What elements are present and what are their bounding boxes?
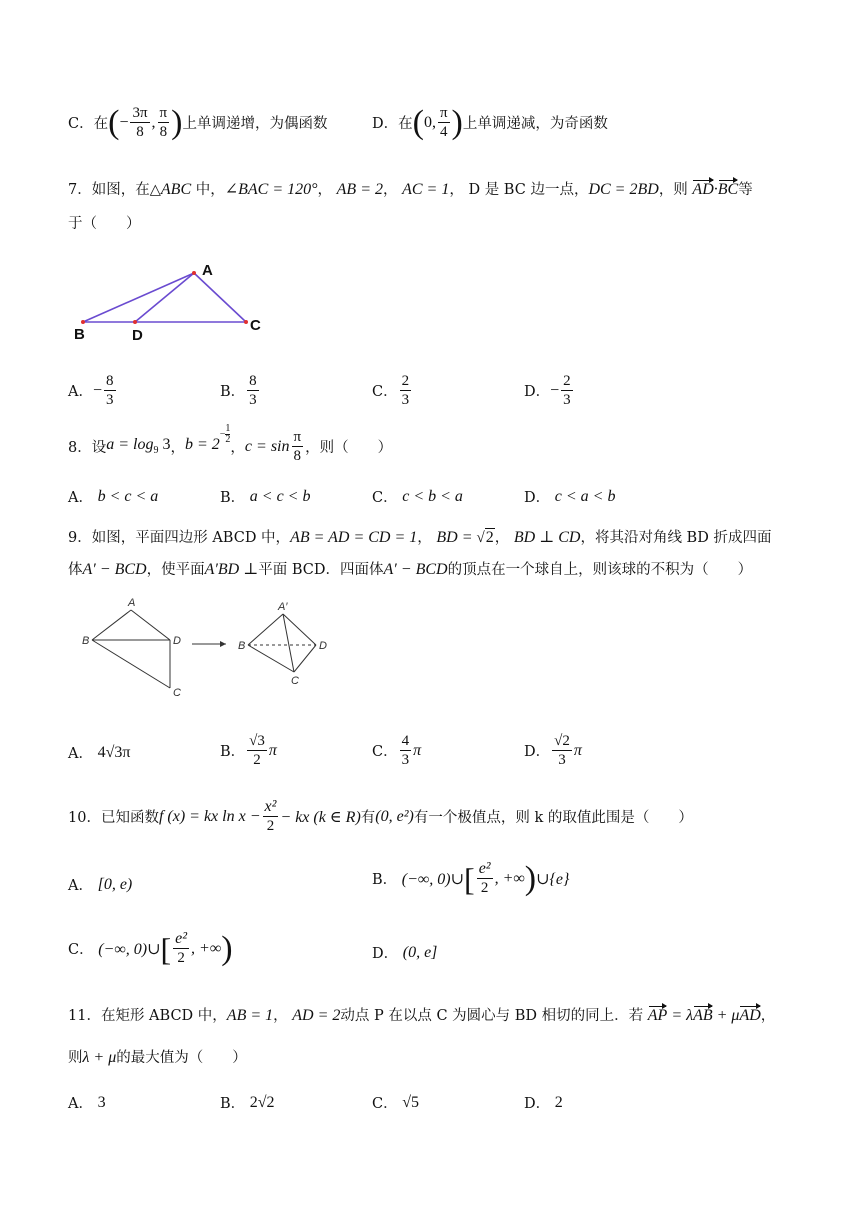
- q8-option-a: A． b < c < a: [68, 487, 159, 506]
- q7-figure: [66, 258, 286, 348]
- q9-fig-right-c: C: [291, 675, 299, 687]
- q9-fig-right-d: D: [319, 640, 327, 652]
- q6-option-c-suffix: 上单调递增，为偶函数: [182, 116, 328, 132]
- q9-figure: [76, 594, 346, 704]
- q10-option-a: A． [0, e): [68, 875, 133, 894]
- q11-option-c: C． √5: [372, 1093, 419, 1112]
- q9-fig-left-c: C: [173, 687, 181, 699]
- q9-fig-right-b: B: [238, 640, 246, 652]
- q7-option-c: C． $\frac{2}{3}$: [372, 373, 410, 408]
- q8-option-c: C． c < b < a: [372, 487, 463, 506]
- q11-option-a: A． 3: [68, 1093, 106, 1112]
- q6-c-frac1: $\frac{3\pi}{8}$: [132, 105, 148, 140]
- q7-stem-line1: 7．如图，在△ABC 中，∠BAC = 120°， AB = 2， AC = 1， D 是 BC 边一点，DC = 2BD，则 AD·BC等: [68, 181, 753, 198]
- q6-option-c-prefix: C．在: [68, 116, 109, 132]
- q8-option-b: B． a < c < b: [220, 487, 311, 506]
- q11-stem-line2: 则λ + μ的最大值为（ ）: [68, 1049, 247, 1066]
- q10-stem: 10．已知函数 f (x) = kx ln x − $\frac{\text{x²}}{2}$ − kx (k ∈ R) 有 (0, e²) 有一个极值点，则 k 的取值此围是（ ）: [68, 798, 693, 834]
- q9-option-b: B． $\frac{√3}{2}$ π: [220, 733, 277, 768]
- q9-fig-left-d: D: [173, 635, 181, 647]
- q7-option-a: A． − $\frac{8}{3}$: [68, 373, 114, 408]
- q6-option-d: D．在 ( 0, $\frac{\pi}{4}$ ) 上单调递减，为奇函数: [372, 103, 608, 141]
- q6-option-d-prefix: D．在: [372, 116, 413, 132]
- q7-option-d: D． − $\frac{2}{3}$: [524, 373, 571, 408]
- q8-option-d: D． c < a < b: [524, 487, 616, 506]
- q11-option-d: D． 2: [524, 1093, 563, 1112]
- q6-option-d-suffix: 上单调递减，为奇函数: [462, 116, 608, 132]
- q9-option-d: D． $\frac{√2}{3}$ π: [524, 733, 582, 768]
- q9-stem-line1: 9．如图，平面四边形 ABCD 中，AB = AD = CD = 1， BD = √2， BD ⊥ CD，将其沿对角线 BD 折成四面: [68, 529, 772, 546]
- q10-option-c: C． (−∞, 0)∪ [ $\frac{\text{e²}}{2}$ , +∞ ): [68, 929, 233, 967]
- q9-fig-left-b: B: [82, 635, 90, 647]
- q7-stem-line2: 于（ ）: [68, 216, 141, 232]
- q7-fig-label-d: D: [132, 327, 143, 344]
- q9-fig-left-a: A: [128, 597, 136, 609]
- q8-stem: 8．设 $a = \log_9 3$ ， b = 2− 1 2 ， c = sin $\frac{\pi}{8}$ ，则（ ）: [68, 423, 393, 464]
- q11-stem-line1: 11．在矩形 ABCD 中，AB = 1， AD = 2动点 P 在以点 C 为圆心与 BD 相切的同上．若 AP = λAB + μAD，: [68, 1007, 776, 1024]
- q7-fig-label-a: A: [202, 262, 213, 279]
- q6-c-frac2: $\frac{\pi}{8}$: [159, 105, 168, 140]
- q6-option-c: C．在 ( − $\frac{3\pi}{8}$ , $\frac{\pi}{8}$ ) 上单调递增，为偶函数: [68, 103, 328, 141]
- q9-fig-right-a: A′: [278, 601, 288, 613]
- q10-option-b: B． (−∞, 0)∪ [ $\frac{\text{e²}}{2}$ , +∞ ) ∪{e}: [372, 859, 570, 897]
- q11-option-b: B． 2√2: [220, 1093, 275, 1112]
- q7-fig-label-b: B: [74, 326, 85, 343]
- q6-d-frac: $\frac{\pi}{4}$: [439, 105, 448, 140]
- q7-option-b: B． $\frac{8}{3}$: [220, 373, 257, 408]
- q9-option-a: A． 4√3π: [68, 743, 131, 762]
- q9-option-c: C． $\frac{4}{3}$ π: [372, 733, 422, 768]
- q10-option-d: D． (0, e]: [372, 943, 438, 962]
- q7-fig-label-c: C: [250, 317, 261, 334]
- q9-stem-line2: 体A′ − BCD，使平面A′BD ⊥平面 BCD．四面体A′ − BCD的顶点在一个球自上，则该球的不积为（ ）: [68, 561, 753, 578]
